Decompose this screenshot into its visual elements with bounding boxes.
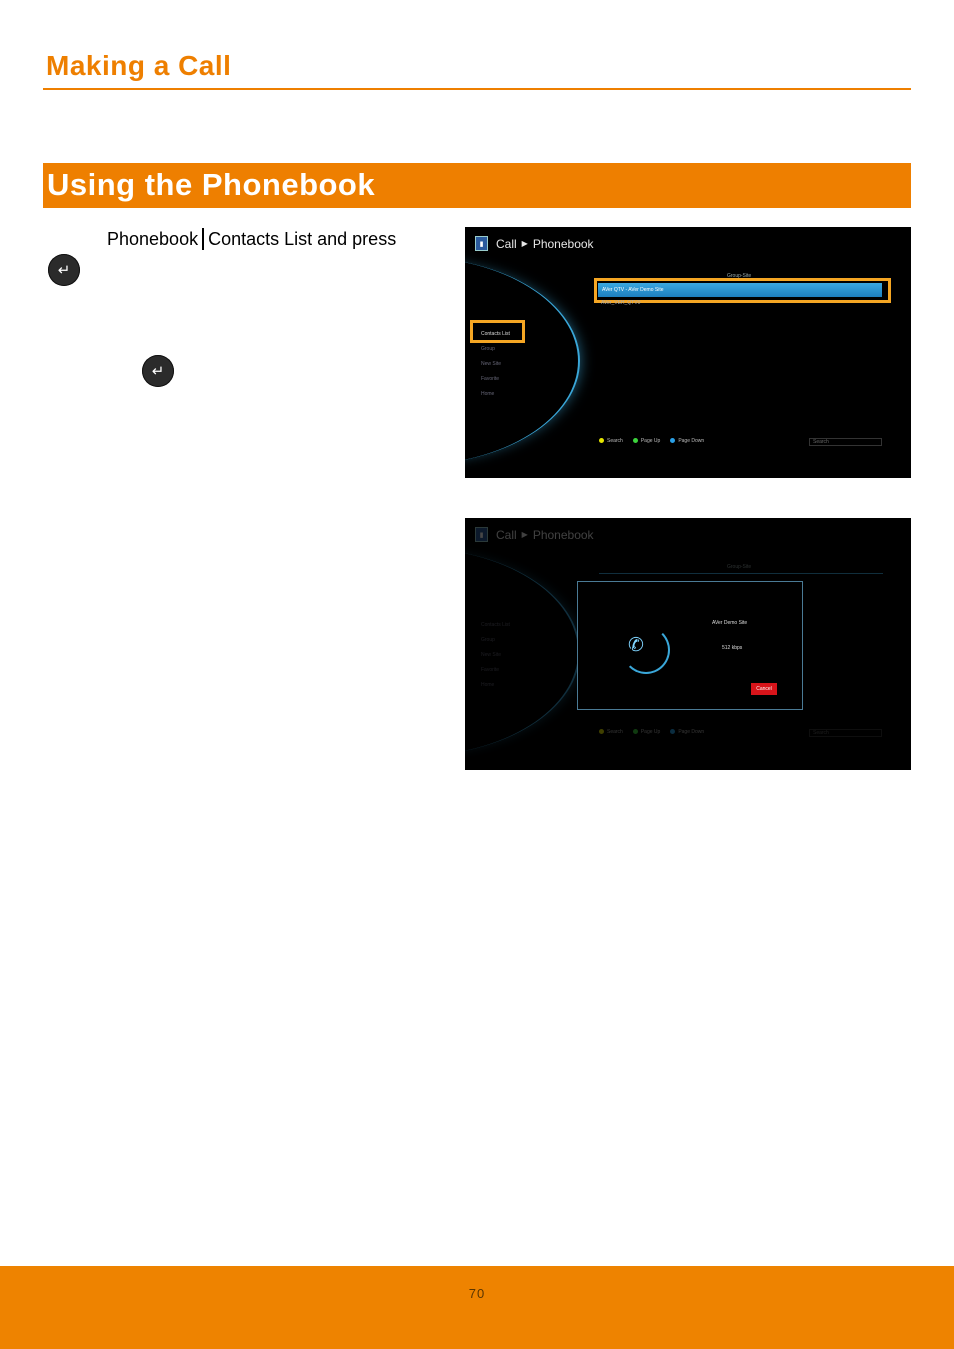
cancel-button[interactable]: Cancel <box>751 683 777 695</box>
yellow-dot-icon <box>599 729 604 734</box>
blue-dot-icon <box>670 729 675 734</box>
key-hints <box>599 729 704 735</box>
menu-item-group: Group <box>481 637 495 643</box>
contacts-list-highlight <box>470 320 525 343</box>
key-page-down <box>670 438 704 444</box>
calling-screenshot <box>465 518 911 770</box>
key-search <box>599 438 623 444</box>
section-rule <box>43 88 911 90</box>
breadcrumb <box>475 527 594 542</box>
key-page-up-label: Page Up <box>640 438 661 444</box>
menu-item-favorite[interactable]: Favorite <box>481 376 500 382</box>
chevron-right-icon: ▶ <box>521 239 528 248</box>
key-search-label: Search <box>607 729 623 735</box>
crumb-phonebook: Phonebook <box>532 236 594 251</box>
calling-dialog <box>577 581 803 710</box>
list-divider <box>599 573 883 574</box>
list-header: Group-Site <box>727 564 752 570</box>
enter-key-icon: ↵ <box>48 254 80 286</box>
side-menu <box>481 618 510 693</box>
key-page-up <box>633 438 660 444</box>
phone-call-icon: ✆ <box>628 635 644 656</box>
key-search <box>599 729 623 735</box>
menu-item-home: Home <box>481 682 495 688</box>
phonebook-screenshot <box>465 227 911 478</box>
banner-title: Using the Phonebook <box>47 167 376 202</box>
instruction-contacts: Contacts List and press <box>208 229 397 249</box>
page-number: 70 <box>468 1286 486 1301</box>
crumb-phonebook: Phonebook <box>532 527 594 542</box>
crumb-call: Call <box>496 527 517 542</box>
instruction-phonebook: Phonebook <box>107 229 199 249</box>
phonebook-icon: ▮ <box>475 527 488 542</box>
breadcrumb <box>475 236 594 251</box>
key-search-label: Search <box>607 438 623 444</box>
menu-item-new-site[interactable]: New Site <box>481 361 502 367</box>
blue-dot-icon <box>670 438 675 443</box>
key-page-down-label: Page Down <box>678 438 705 444</box>
calling-site-name: AVer Demo Site <box>712 620 748 626</box>
green-dot-icon <box>633 729 638 734</box>
phonebook-icon: ▮ <box>475 236 488 251</box>
menu-item-new-site: New Site <box>481 652 502 658</box>
instruction-text <box>107 228 396 250</box>
chevron-right-icon: ▶ <box>521 530 528 539</box>
contact-row[interactable]: AVer_VEH_QTV0 <box>601 300 641 306</box>
yellow-dot-icon <box>599 438 604 443</box>
green-dot-icon <box>633 438 638 443</box>
key-page-up <box>633 729 660 735</box>
section-title: Making a Call <box>46 50 232 81</box>
crumb-call: Call <box>496 236 517 251</box>
selected-contact-row[interactable]: AVer QTV - AVer Demo Site <box>598 283 882 297</box>
search-input: Search <box>809 729 882 737</box>
menu-item-group[interactable]: Group <box>481 346 495 352</box>
page-footer <box>0 1266 954 1349</box>
list-header: Group-Site <box>727 273 752 279</box>
key-page-up-label: Page Up <box>640 729 661 735</box>
enter-key-icon: ↵ <box>142 355 174 387</box>
menu-item-home[interactable]: Home <box>481 391 495 397</box>
key-hints <box>599 438 704 444</box>
search-input[interactable]: Search <box>809 438 882 446</box>
menu-item-favorite: Favorite <box>481 667 500 673</box>
key-page-down <box>670 729 704 735</box>
call-rate: 512 kbps <box>722 645 743 651</box>
key-page-down-label: Page Down <box>678 729 705 735</box>
menu-item-contacts-list: Contacts List <box>481 622 510 628</box>
section-banner <box>43 163 911 208</box>
separator-bar <box>202 228 204 250</box>
menu-item-contacts-list[interactable]: Contacts List <box>481 331 510 337</box>
